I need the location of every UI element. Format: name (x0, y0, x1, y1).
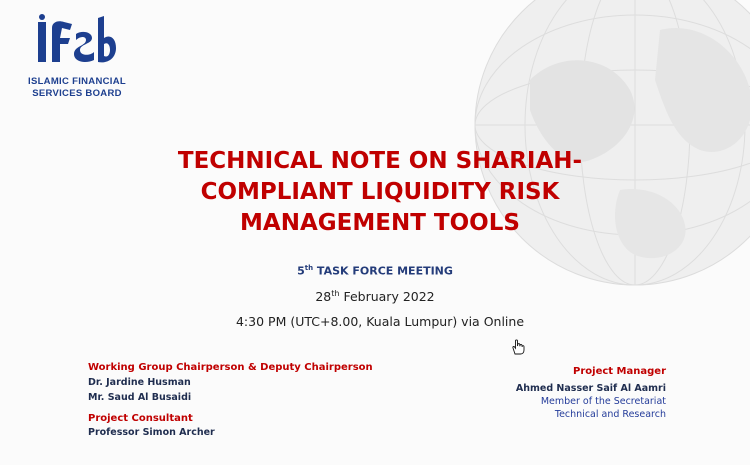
manager-role-2: Technical and Research (554, 409, 666, 420)
meeting-date (250, 289, 500, 304)
manager-role-1: Member of the Secretariat (540, 396, 666, 407)
working-group-member: Mr. Saud Al Busaidi (88, 392, 192, 403)
consultant-name: Professor Simon Archer (88, 427, 215, 438)
consultant-heading: Project Consultant (88, 413, 193, 424)
title-line-3: MANAGEMENT TOOLS (240, 210, 520, 236)
ifsb-emblem-icon (32, 14, 118, 72)
slide-title (150, 146, 610, 239)
title-line-2: COMPLIANT LIQUIDITY RISK (200, 179, 560, 205)
manager-heading: Project Manager (573, 366, 666, 377)
meeting-ordinal-suffix: th (304, 264, 314, 272)
meeting-number: 5 (297, 264, 305, 278)
date-ordinal-suffix: th (331, 289, 340, 298)
meeting-label (250, 264, 500, 278)
working-group-block (88, 362, 373, 440)
globe-graphic (470, 0, 750, 290)
logo-text-line1: ISLAMIC FINANCIAL (28, 76, 126, 87)
manager-name: Ahmed Nasser Saif Al Aamri (515, 383, 666, 394)
date-month-year: February 2022 (343, 289, 435, 305)
working-group-member: Dr. Jardine Husman (88, 377, 191, 388)
title-line-1: TECHNICAL NOTE ON SHARIAH- (177, 148, 583, 174)
meeting-text: TASK FORCE MEETING (316, 264, 453, 278)
date-day: 28 (315, 289, 332, 305)
project-manager-block (516, 366, 666, 421)
logo-text-line2: SERVICES BOARD (32, 88, 122, 99)
meeting-time: 4:30 PM (UTC+8.00, Kuala Lumpur) via Online (235, 314, 525, 329)
hand-cursor-icon (510, 338, 526, 356)
working-group-heading: Working Group Chairperson & Deputy Chairperson (88, 362, 373, 373)
